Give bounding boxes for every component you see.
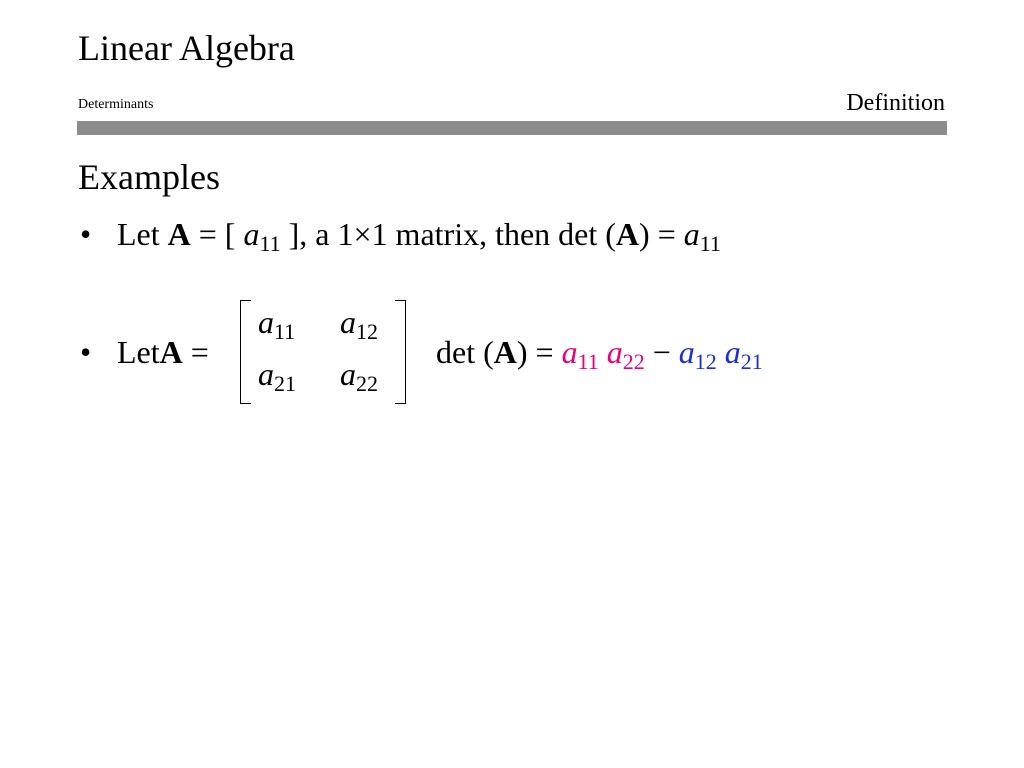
- open-bracket: [: [224, 216, 236, 252]
- matrix-symbol: A: [167, 216, 191, 252]
- example-1-text: ], a 1×1 matrix, then det (: [288, 216, 616, 252]
- matrix-entry-a12: $a_{12}$: [340, 304, 378, 344]
- term-a11: $a_{11}$: [561, 334, 599, 374]
- section-label: Determinants: [78, 97, 154, 112]
- left-bracket: [240, 300, 251, 404]
- let-word: Let: [117, 334, 160, 370]
- slide-type-label: Definition: [846, 90, 945, 116]
- bullet-marker: •: [80, 334, 92, 370]
- equals-sign: =: [190, 334, 209, 370]
- close-paren-equals: ) =: [639, 216, 676, 252]
- bullet-marker: •: [80, 216, 92, 252]
- equals-sign: =: [198, 216, 217, 252]
- course-title: Linear Algebra: [78, 28, 295, 68]
- matrix-entry-a11: $a_{11}$: [258, 304, 296, 344]
- term-a21: $a_{21}$: [724, 334, 763, 374]
- let-word: Let: [117, 216, 160, 252]
- example-1: [80, 216, 721, 256]
- matrix-entry-a22: $a_{22}$: [340, 356, 378, 396]
- minus-sign: −: [652, 334, 671, 370]
- matrix-symbol: A: [615, 216, 640, 252]
- matrix-symbol: A: [159, 334, 183, 370]
- entry-a11: $a_{11}$: [243, 216, 281, 256]
- header-divider-bar: [77, 121, 947, 135]
- term-a22: $a_{22}$: [606, 334, 645, 374]
- example-2-prefix: [80, 334, 209, 370]
- matrix-symbol: A: [493, 334, 517, 370]
- right-bracket: [395, 300, 406, 404]
- determinant-formula: [436, 334, 763, 374]
- matrix-2x2: [240, 300, 406, 404]
- result-a11: $a_{11}$: [683, 216, 721, 256]
- close-paren-equals: ) =: [516, 334, 554, 370]
- term-a12: $a_{12}$: [678, 334, 717, 374]
- det-label: det (: [436, 334, 494, 370]
- matrix-entry-a21: $a_{21}$: [258, 356, 296, 396]
- examples-heading: Examples: [78, 157, 220, 197]
